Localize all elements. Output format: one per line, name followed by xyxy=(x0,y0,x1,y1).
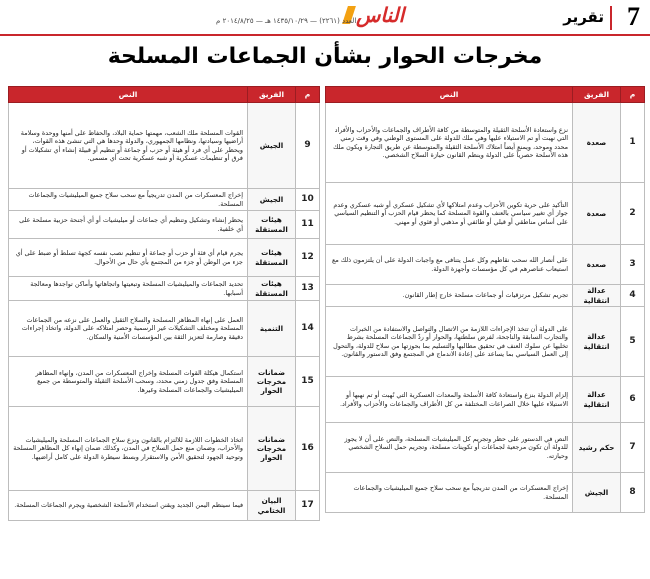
row-party: صعدة xyxy=(573,103,621,183)
table-row xyxy=(326,423,645,473)
row-text: على الدولة أن تتخذ الإجراءات اللازمة من الاتصال والتواصل والاستفادة من الخبرات والتجارب السابقة والناجحة، لفرض سلطتها، والحوار أو ردّ الجماعات المسلحة بشرط تخليها عن سلوك العنف في تحقيق مطالبها والتسليم بما بحوزتها من سلاح للدولة، والتحول إلى العمل السياسي بما يساعد على إعادة الاندماج في المجتمع وفق الدستور والقانون. xyxy=(326,307,573,377)
row-party: صعدة xyxy=(573,245,621,285)
column-header-party: الفريق xyxy=(248,87,296,103)
row-party: التنمية xyxy=(248,301,296,357)
row-number: 12 xyxy=(296,239,320,277)
row-text: النص في الدستور على حظر وتجريم كل الميليشيات المسلحة، والنص على أن لا يجوز للدولة أن تكون مرجعية لجماعات أو تكوينات مسلحة، وتجريم حمل السلاح الشخصي وحيازته. xyxy=(326,423,573,473)
row-party: صعدة xyxy=(573,183,621,245)
column-header-text: النص xyxy=(9,87,248,103)
row-text: إخراج المعسكرات من المدن تدريجياً مع سحب سلاح جميع الميليشيات والجماعات المسلحة. xyxy=(326,473,573,513)
row-number: 7 xyxy=(621,423,645,473)
table-row xyxy=(326,473,645,513)
table-row xyxy=(326,377,645,423)
table-row xyxy=(326,285,645,307)
article-title: مخرجات الحوار بشأن الجماعات المسلحة xyxy=(107,44,543,69)
row-number: 6 xyxy=(621,377,645,423)
table-row xyxy=(9,239,320,277)
row-party: عدالة انتقالية xyxy=(573,377,621,423)
row-text: التأكيد على حرية تكوين الأحزاب وعدم امتلاكها لأي تشكيل عسكري أو شبه عسكري وعدم جواز أي تغيير سياسي بالعنف والقوة المسلحة كما يحظر قيام الحزب أو التنظيم السياسي على أساس مناطقي أو قبلي أو طائفي أو مذهبي أو فئوي أو مهني. xyxy=(326,183,573,245)
page-number: 7 xyxy=(627,2,640,31)
table-row xyxy=(326,183,645,245)
newspaper-logo: الناس xyxy=(356,3,405,27)
row-party: الجيش xyxy=(248,189,296,211)
row-number: 16 xyxy=(296,407,320,491)
row-text: نزع واستعادة الأسلحة الثقيلة والمتوسطة من كافة الأطراف والجماعات والأحزاب والأفراد التي نهبت أو تم الاستيلاء عليها وهي ملك للدولة على المستوى الوطني وفي وقت زمني محدد وموحد، ويمنع أيضاً امتلاك الأسلحة الثقيلة والمتوسطة عن طريق التجارة ويكون ملك هذه الأسلحة حصرياً على الدولة وينظم القانون حيازة السلاح الشخصي. xyxy=(326,103,573,183)
issue-info: العدد (٢٢٦١) — ١٤٣٥/١٠/٢٩ هـ — ٢٠١٤/٨/٢٥ م xyxy=(216,17,357,25)
row-text: تحديد الجماعات والميليشيات المسلحة وتبعيتها واتجاهاتها وأماكن تواجدها ومعالجة أسبابها. xyxy=(9,277,248,301)
table-row xyxy=(9,407,320,491)
row-party: هيئات المستقلة xyxy=(248,239,296,277)
row-number: 17 xyxy=(296,491,320,521)
row-number: 9 xyxy=(296,103,320,189)
row-number: 3 xyxy=(621,245,645,285)
row-number: 4 xyxy=(621,285,645,307)
row-number: 1 xyxy=(621,103,645,183)
table-row xyxy=(9,301,320,357)
table-row xyxy=(9,357,320,407)
row-text: فيما سينظم اليمن الجديد ويقنن استخدام الأسلحة الشخصية ويجرم الجماعات المسلحة. xyxy=(9,491,248,521)
row-number: 8 xyxy=(621,473,645,513)
row-party: الجيش xyxy=(248,103,296,189)
row-text: اتخاذ الخطوات اللازمة للالتزام بالقانون ونزع سلاح الجماعات المسلحة والميليشيات والأحزاب، وضمان منع حمل السلاح في المدن، وكذلك ضمان إنهاء كل المظاهر المسلحة وتوحيد الجهود لتحقيق الأمن والاستقرار وبسط سيطرة الدولة على كامل أراضيها. xyxy=(9,407,248,491)
row-party: الجيش xyxy=(573,473,621,513)
row-party: هيئات المستقلة xyxy=(248,211,296,239)
row-party: ضمانات مخرجات الحوار xyxy=(248,407,296,491)
row-text: يجرم قيام أي فئة أو حزب أو جماعة أو تنظيم نصب نفسه كجهة تسلط أو ضبط على أي جزء من الوطن أو جزء من المجتمع بأي حال من الأحوال. xyxy=(9,239,248,277)
row-number: 13 xyxy=(296,277,320,301)
row-number: 5 xyxy=(621,307,645,377)
row-number: 2 xyxy=(621,183,645,245)
table-row xyxy=(9,211,320,239)
row-text: يحظر إنشاء وتشكيل وتنظيم أي جماعات أو ميليشيات أو أي أجنحة حزبية مسلحة على أي خلفية. xyxy=(9,211,248,239)
header-divider xyxy=(610,6,612,30)
table-row xyxy=(326,103,645,183)
table-row xyxy=(9,491,320,521)
row-text: العمل على إنهاء المظاهر المسلحة والسلاح الثقيل والعمل على نزعه من الجماعات المسلحة ومختلف التشكيلات غير الرسمية وحصر امتلاكه على الدولة، واتخاذ إجراءات دقيقة وصارمة لتعزيز الثقة بين المؤسسات الأمنية والسكان. xyxy=(9,301,248,357)
row-party: ضمانات مخرجات الحوار xyxy=(248,357,296,407)
row-party: هيئات المستقلة xyxy=(248,277,296,301)
table-row xyxy=(326,245,645,285)
table-row xyxy=(326,307,645,377)
row-text: إلزام الدولة بنزع واستعادة كافة الأسلحة والمعدات العسكرية التي نُهبت أو تم نهبها أو الاستيلاء عليها خلال الصراعات المختلفة من كل الأطراف والجماعات والأحزاب والأفراد. xyxy=(326,377,573,423)
row-text: تجريم تشكيل مرتزقيات أو جماعات مسلحة خارج إطار القانون. xyxy=(326,285,573,307)
row-number: 10 xyxy=(296,189,320,211)
row-party: حكم رشيد xyxy=(573,423,621,473)
row-text: إخراج المعسكرات من المدن تدريجياً مع سحب سلاح جميع الميليشيات والجماعات المسلحة. xyxy=(9,189,248,211)
column-header-num: م xyxy=(621,87,645,103)
row-number: 15 xyxy=(296,357,320,407)
row-number: 14 xyxy=(296,301,320,357)
table-header-row xyxy=(9,87,320,103)
table-header-row xyxy=(326,87,645,103)
outcomes-table-left xyxy=(8,86,320,521)
row-number: 11 xyxy=(296,211,320,239)
row-party: عدالة انتقالية xyxy=(573,285,621,307)
table-row xyxy=(9,189,320,211)
row-party: البيان الختامي xyxy=(248,491,296,521)
column-header-party: الفريق xyxy=(573,87,621,103)
row-text: القوات المسلحة ملك الشعب، مهمتها حماية البلاد، والحفاظ على أمنها ووحدة وسلامة أراضيها وسيادتها، ونظامها الجمهوري، والدولة وحدها هي التي تنشئ هذه القوات، ويحظر على أي فرد أو هيئة أو حزب أو جماعة أو تنظيم أو قبيلة إنشاء أي تشكيلات أو فرق أو تنظيمات عسكرية أو شبه عسكرية تحت أي مسمى. xyxy=(9,103,248,189)
row-text: على أنصار الله سحب نقاطهم وكل عمل يتنافى مع واجبات الدولة على أن يلتزمون ذلك مع استيعاب عناصرهم في كل مؤسسات وأجهزة الدولة. xyxy=(326,245,573,285)
row-party: عدالة انتقالية xyxy=(573,307,621,377)
page-header xyxy=(0,0,650,36)
section-name: تقرير xyxy=(563,8,604,26)
column-header-text: النص xyxy=(326,87,573,103)
row-text: استكمال هيكلة القوات المسلحة وإخراج المعسكرات من المدن، وإنهاء المظاهر المسلحة وفق جدول زمني محدد، وسحب الأسلحة الثقيلة والمتوسطة من جميع الميليشيات والجماعات المسلحة وغيرها. xyxy=(9,357,248,407)
outcomes-table-right xyxy=(325,86,645,513)
table-row xyxy=(9,277,320,301)
column-header-num: م xyxy=(296,87,320,103)
table-row xyxy=(9,103,320,189)
